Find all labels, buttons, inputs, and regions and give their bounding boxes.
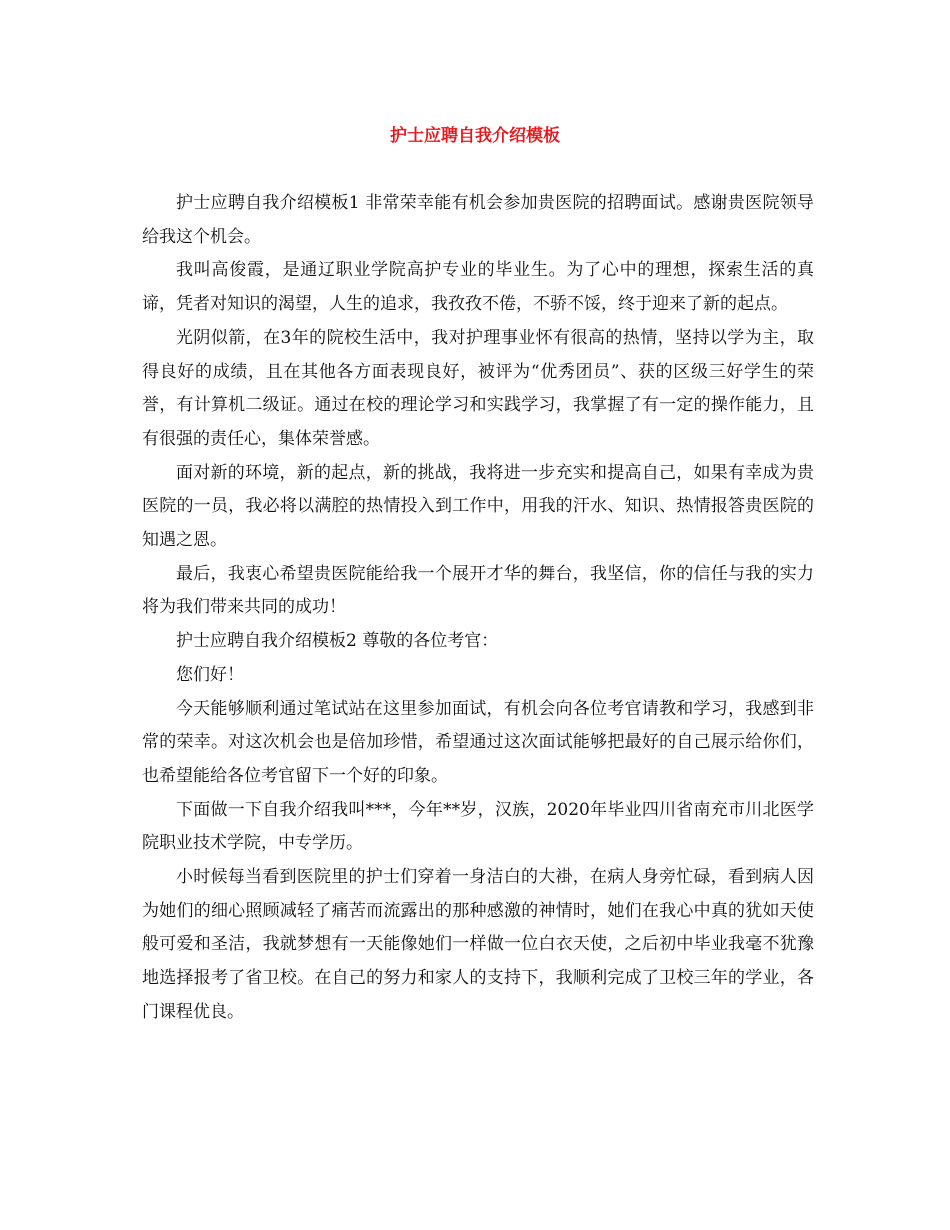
paragraph-2: 我叫高俊霞，是通辽职业学院高护专业的毕业生。为了心中的理想，探索生活的真谛，凭者对知识的渴望，人生的追求，我孜孜不倦，不骄不馁，终于迎来了新的起点。 [142, 260, 814, 315]
paragraph-4: 面对新的环境，新的起点，新的挑战，我将进一步充实和提高自己，如果有幸成为贵医院的一员，我必将以满腔的热情投入到工作中，用我的汗水、知识、热情报答贵医院的知遇之恩。 [142, 462, 814, 551]
document-title: 护士应聘自我介绍模板 [390, 126, 560, 146]
paragraph-5: 最后，我衷心希望贵医院能给我一个展开才华的舞台，我坚信，你的信任与我的实力将为我们带来共同的成功！ [142, 563, 814, 618]
paragraph-9: 下面做一下自我介绍我叫***，今年**岁，汉族，2020年毕业四川省南充市川北医学院职业技术学院，中专学历。 [142, 799, 814, 854]
paragraph-8: 今天能够顺利通过笔试站在这里参加面试，有机会向各位考官请教和学习，我感到非常的荣幸。对这次机会也是倍加珍惜，希望通过这次面试能够把最好的自己展示给你们，也希望能给各位考官留下一个好的印象。 [142, 698, 814, 786]
paragraph-1: 护士应聘自我介绍模板1 非常荣幸能有机会参加贵医院的招聘面试。感谢贵医院领导给我这个机会。 [142, 193, 814, 247]
paragraph-7: 您们好！ [176, 664, 244, 685]
paragraph-6: 护士应聘自我介绍模板2 尊敬的各位考官： [176, 631, 499, 652]
paragraph-10: 小时候每当看到医院里的护士们穿着一身洁白的大褂，在病人身旁忙碌，看到病人因为她们的细心照顾减轻了痛苦而流露出的那种感激的神情时，她们在我心中真的犹如天使般可爱和圣洁，我就梦想有一天能像她们一样做一位白衣天使，之后初中毕业我毫不犹豫地选择报考了省卫校。在自己的努力和家人的支持下，我顺利完成了卫校三年的学业，各门课程优良。 [142, 867, 814, 1022]
paragraph-3: 光阴似箭，在3年的院校生活中，我对护理事业怀有很高的热情，坚持以学为主，取得良好的成绩，且在其他各方面表现良好，被评为“优秀团员”、获的区级三好学生的荣誉，有计算机二级证。通过在校的理论学习和实践学习，我掌握了有一定的操作能力，且有很强的责任心，集体荣誉感。 [142, 327, 814, 449]
document-body [142, 187, 814, 1030]
